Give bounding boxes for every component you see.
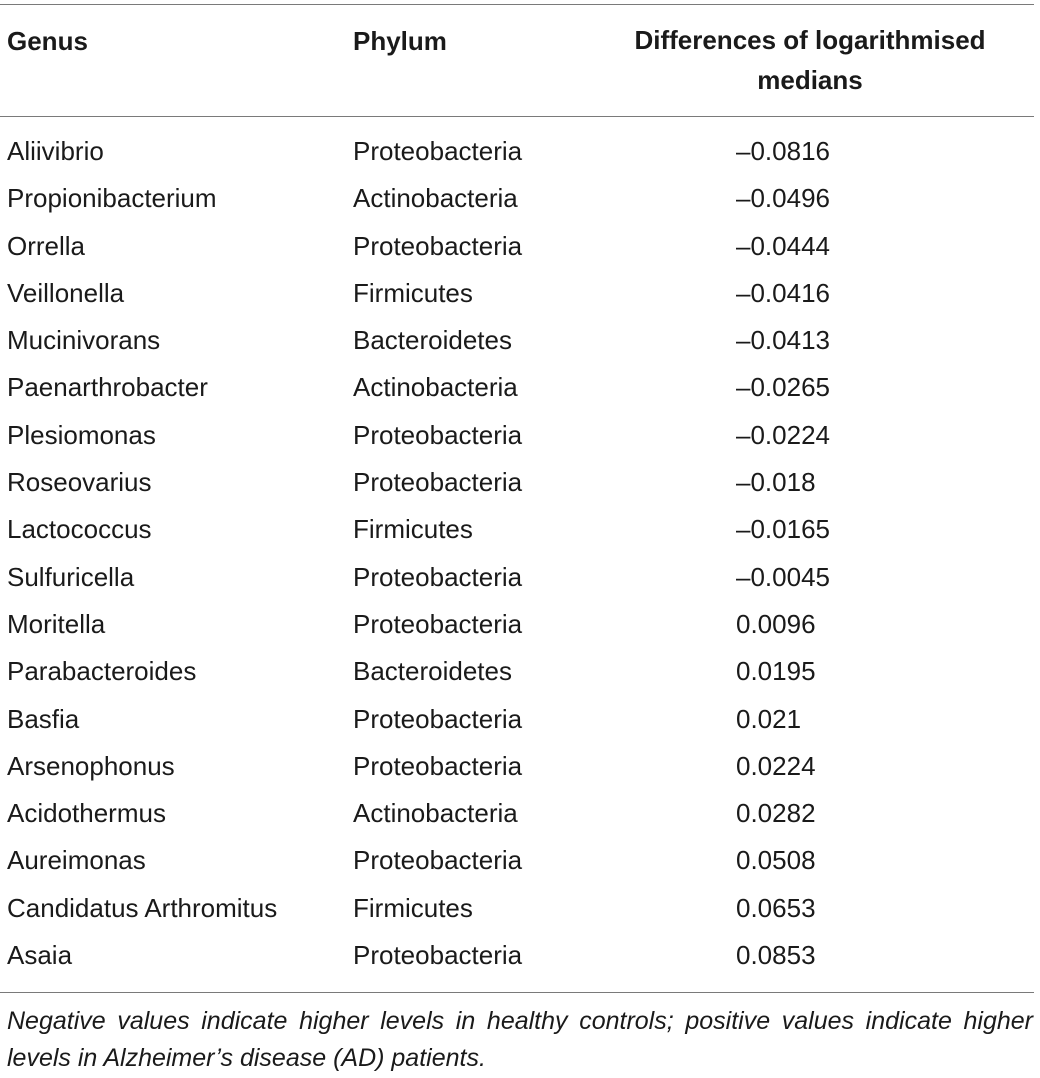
phylum-cell: Proteobacteria [353,230,523,261]
top-rule [0,4,1034,5]
header-phylum: Phylum [353,26,447,56]
genus-cell: Lactococcus [7,514,152,545]
difference-cell: 0.0224 [736,750,816,781]
bottom-rule [0,992,1034,993]
header-genus: Genus [7,26,88,56]
difference-cell: –0.0413 [736,325,830,356]
genus-cell: Arsenophonus [7,750,175,781]
table-row [0,933,1034,980]
genus-cell: Asaia [7,940,73,971]
genus-cell: Basfia [7,703,80,734]
difference-cell: –0.0444 [736,230,830,261]
genus-cell: Veillonella [7,277,125,308]
phylum-cell: Proteobacteria [353,136,523,166]
table-row [0,791,1034,838]
table-row [0,413,1034,460]
genus-cell: Candidatus Arthromitus [7,892,278,923]
phylum-cell: Bacteroidetes [353,656,512,687]
difference-cell: 0.0195 [736,656,816,687]
table-footnote: Negative values indicate higher levels in healthy controls; positive values indicate higher levels in Alzheimer’s disease (AD) patients. [7,1007,1033,1072]
phylum-cell: Firmicutes [353,277,473,308]
table-row [0,271,1034,318]
difference-cell: –0.0045 [736,561,830,592]
phylum-cell: Bacteroidetes [353,325,512,356]
genus-cell: Aureimonas [7,845,146,876]
table-row [0,365,1034,412]
table-row [0,318,1034,365]
difference-cell: 0.0096 [736,608,816,639]
phylum-cell: Actinobacteria [353,372,518,403]
genus-cell: Moritella [7,608,106,639]
table-row [0,697,1034,744]
genus-cell: Paenarthrobacter [7,372,208,403]
difference-cell: –0.0416 [736,277,830,308]
table-row [0,224,1034,271]
difference-cell: –0.0816 [736,136,830,166]
phylum-cell: Proteobacteria [353,467,523,498]
phylum-cell: Actinobacteria [353,183,518,214]
genus-cell: Aliivibrio [7,136,104,166]
header-difference-line1: Differences of logarithmised [634,25,986,55]
phylum-cell: Firmicutes [353,514,473,545]
phylum-cell: Proteobacteria [353,561,523,592]
table-row [0,507,1034,554]
phylum-cell: Proteobacteria [353,419,523,450]
phylum-cell: Proteobacteria [353,940,523,971]
difference-cell: 0.021 [736,703,802,734]
difference-cell: 0.0853 [736,940,816,971]
difference-cell: –0.018 [736,467,816,498]
genus-cell: Propionibacterium [7,183,217,214]
table-row [0,649,1034,696]
difference-cell: –0.0224 [736,419,830,450]
table-row [0,129,1034,176]
difference-cell: –0.0496 [736,183,830,214]
phylum-cell: Proteobacteria [353,845,523,876]
table-row [0,460,1034,507]
table-row [0,176,1034,223]
phylum-cell: Proteobacteria [353,703,523,734]
genus-cell: Mucinivorans [7,325,161,356]
genus-cell: Parabacteroides [7,656,197,687]
phylum-cell: Proteobacteria [353,750,523,781]
phylum-cell: Actinobacteria [353,798,518,829]
header-rule [0,116,1034,117]
genus-cell: Acidothermus [7,798,166,829]
difference-cell: 0.0282 [736,798,816,829]
difference-cell: 0.0508 [736,845,816,876]
table-row [0,744,1034,791]
difference-cell: 0.0653 [736,892,816,923]
table-row [0,886,1034,933]
phylum-cell: Proteobacteria [353,608,523,639]
difference-cell: –0.0265 [736,372,830,403]
genus-cell: Roseovarius [7,467,152,498]
table-body [0,129,1034,980]
table-row [0,838,1034,885]
table-header [0,24,1034,104]
phylum-cell: Firmicutes [353,892,473,923]
difference-cell: –0.0165 [736,514,830,545]
header-difference-line2: medians [757,65,863,95]
genus-cell: Sulfuricella [7,561,135,592]
genus-cell: Plesiomonas [7,419,156,450]
header-difference [600,20,1020,100]
genus-cell: Orrella [7,230,86,261]
table-row [0,602,1034,649]
table-row [0,555,1034,602]
